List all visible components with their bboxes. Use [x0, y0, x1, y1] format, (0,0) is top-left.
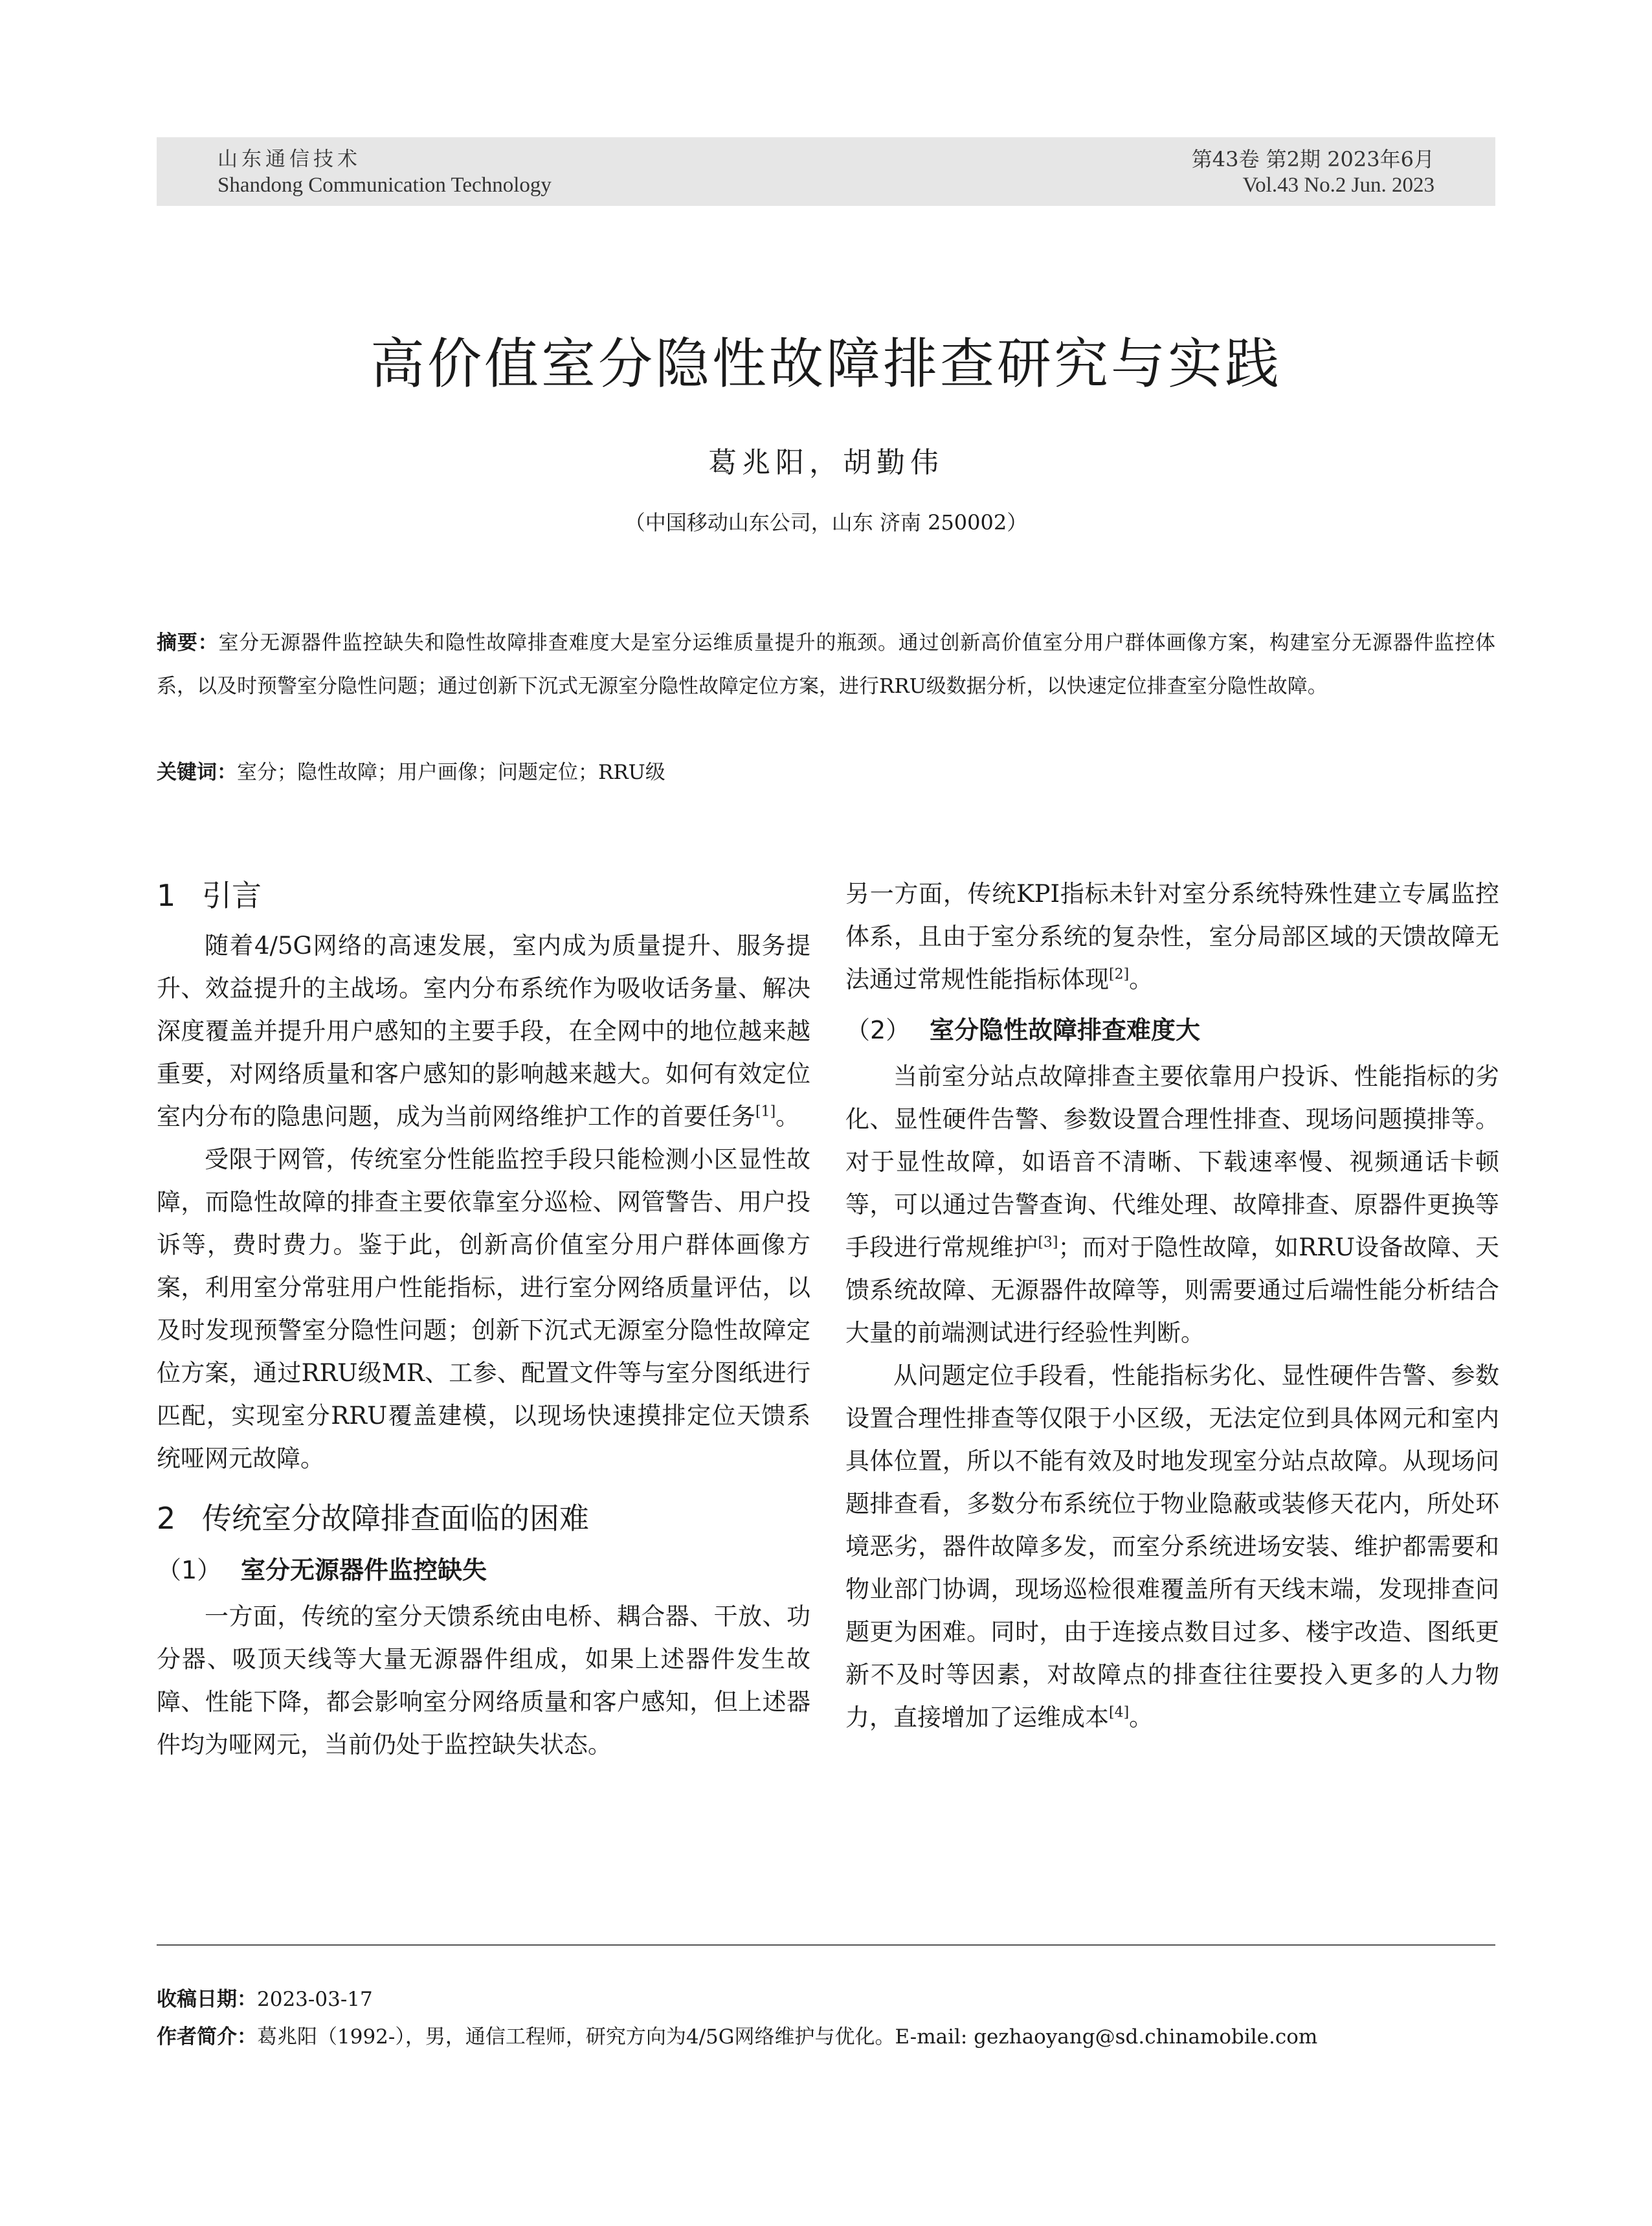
issue-info-en: Vol.43 No.2 Jun. 2023 — [1242, 174, 1434, 197]
keywords-label: 关键词： — [157, 761, 237, 784]
journal-name-cn: 山东通信技术 — [218, 148, 361, 171]
paragraph-end: 。 — [1129, 1703, 1154, 1731]
abstract-label: 摘要： — [157, 631, 219, 655]
author-bio — [157, 2020, 1495, 2049]
authors: 葛兆阳，胡勤伟 — [708, 446, 944, 479]
paragraph-end: ；而对于隐性故障，如RRU设备故障、天馈系统故障、无源器件故障等，则需要通过后端性能分析结合大量的前端测试进行经验性判断。 — [845, 1233, 1499, 1347]
journal-name-en: Shandong Communication Technology — [218, 174, 552, 197]
subsection-heading — [157, 1550, 810, 1590]
paragraph — [845, 873, 1499, 1001]
paper-title: 高价值室分隐性故障排查研究与实践 — [370, 332, 1282, 396]
issue-info-cn: 第43卷 第2期 2023年6月 — [1191, 147, 1434, 172]
paragraph — [845, 1355, 1499, 1739]
paragraph-end: 。 — [776, 1103, 800, 1130]
citation[interactable]: [2] — [1109, 966, 1130, 983]
paragraph-text: 随着4/5G网络的高速发展，室内成为质量提升、服务提升、效益提升的主战场。室内分布系统作为吸收话务量、解决深度覆盖并提升用户感知的主要手段，在全网中的地位越来越重要，对网络质量和客户感知的影响越来越大。如何有效定位室内分布的隐患问题，成为当前网络维护工作的首要任务 — [157, 932, 810, 1130]
right-column — [845, 873, 1499, 1739]
section-number: 2 — [157, 1501, 176, 1536]
subsection-number: （2） — [845, 1016, 911, 1044]
section-title: 引言 — [202, 878, 262, 913]
section-heading — [157, 1496, 810, 1541]
paragraph-text: 另一方面，传统KPI指标未针对室分系统特殊性建立专属监控体系，且由于室分系统的复杂性，室分局部区域的天馈故障无法通过常规性能指标体现 — [845, 880, 1499, 993]
section-heading — [157, 873, 810, 918]
paragraph-text: 当前室分站点故障排查主要依靠用户投诉、性能指标的劣化、显性硬件告警、参数设置合理性排查、现场问题摸排等。对于显性故障，如语音不清晰、下载速率慢、视频通话卡顿等，可以通过告警查询、代维处理、故障排查、原器件更换等手段进行常规维护 — [845, 1062, 1499, 1261]
citation[interactable]: [1] — [755, 1103, 776, 1120]
received-value: 2023-03-17 — [257, 1988, 373, 2011]
journal-name-block — [218, 146, 552, 198]
subsection-title: 室分隐性故障排查难度大 — [930, 1016, 1201, 1044]
journal-header — [157, 137, 1495, 206]
footnote-divider — [157, 1944, 1495, 1946]
received-date — [157, 1983, 1495, 2012]
keywords — [157, 751, 1495, 794]
paragraph-text: 从问题定位手段看，性能指标劣化、显性硬件告警、参数设置合理性排查等仅限于小区级，无法定位到具体网元和室内具体位置，所以不能有效及时地发现室分站点故障。从现场问题排查看，多数分布系统位于物业隐蔽或装修天花内，所处环境恶劣，器件故障多发，而室分系统进场安装、维护都需要和物业部门协调，现场巡检很难覆盖所有天线末端，发现排查问题更为困难。同时，由于连接点数目过多、楼宇改造、图纸更新不及时等因素，对故障点的排查往往要投入更多的人力物力，直接增加了运维成本 — [845, 1362, 1499, 1731]
left-column — [157, 873, 810, 1766]
keywords-text: 室分；隐性故障；用户画像；问题定位；RRU级 — [237, 761, 665, 784]
issue-info-block — [1192, 146, 1434, 198]
subsection-number: （1） — [157, 1556, 222, 1584]
paragraph: 受限于网管，传统室分性能监控手段只能检测小区显性故障，而隐性故障的排查主要依靠室分巡检、网管警告、用户投诉等，费时费力。鉴于此，创新高价值室分用户群体画像方案，利用室分常驻用户性能指标，进行室分网络质量评估，以及时发现预警室分隐性问题；创新下沉式无源室分隐性故障定位方案，通过RRU级MR、工参、配置文件等与室分图纸进行匹配，实现室分RRU覆盖建模，以现场快速摸排定位天馈系统哑网元故障。 — [157, 1145, 810, 1472]
section-number: 1 — [157, 878, 176, 913]
author-bio-label: 作者简介： — [157, 2025, 257, 2049]
subsection-heading — [845, 1010, 1499, 1050]
paragraph — [845, 1055, 1499, 1355]
received-label: 收稿日期： — [157, 1988, 257, 2011]
paragraph — [157, 925, 810, 1138]
subsection-title: 室分无源器件监控缺失 — [241, 1556, 487, 1584]
citation[interactable]: [3] — [1038, 1234, 1058, 1251]
author-bio-text: 葛兆阳（1992-），男，通信工程师，研究方向为4/5G网络维护与优化。E-mail: gezhaoyang@sd.chinamobile.com — [257, 2025, 1318, 2049]
paragraph-end: 。 — [1129, 965, 1154, 993]
abstract — [157, 622, 1495, 708]
affiliation: （中国移动山东公司，山东 济南 250002） — [624, 510, 1028, 535]
abstract-text: 室分无源器件监控缺失和隐性故障排查难度大是室分运维质量提升的瓶颈。通过创新高价值室分用户群体画像方案，构建室分无源器件监控体系，以及时预警室分隐性问题；通过创新下沉式无源室分隐性故障定位方案，进行RRU级数据分析，以快速定位排查室分隐性故障。 — [157, 631, 1495, 698]
paragraph: 一方面，传统的室分天馈系统由电桥、耦合器、干放、功分器、吸顶天线等大量无源器件组成，如果上述器件发生故障、性能下降，都会影响室分网络质量和客户感知，但上述器件均为哑网元，当前仍处于监控缺失状态。 — [157, 1602, 810, 1759]
citation[interactable]: [4] — [1109, 1704, 1130, 1721]
section-title: 传统室分故障排查面临的困难 — [202, 1501, 589, 1536]
